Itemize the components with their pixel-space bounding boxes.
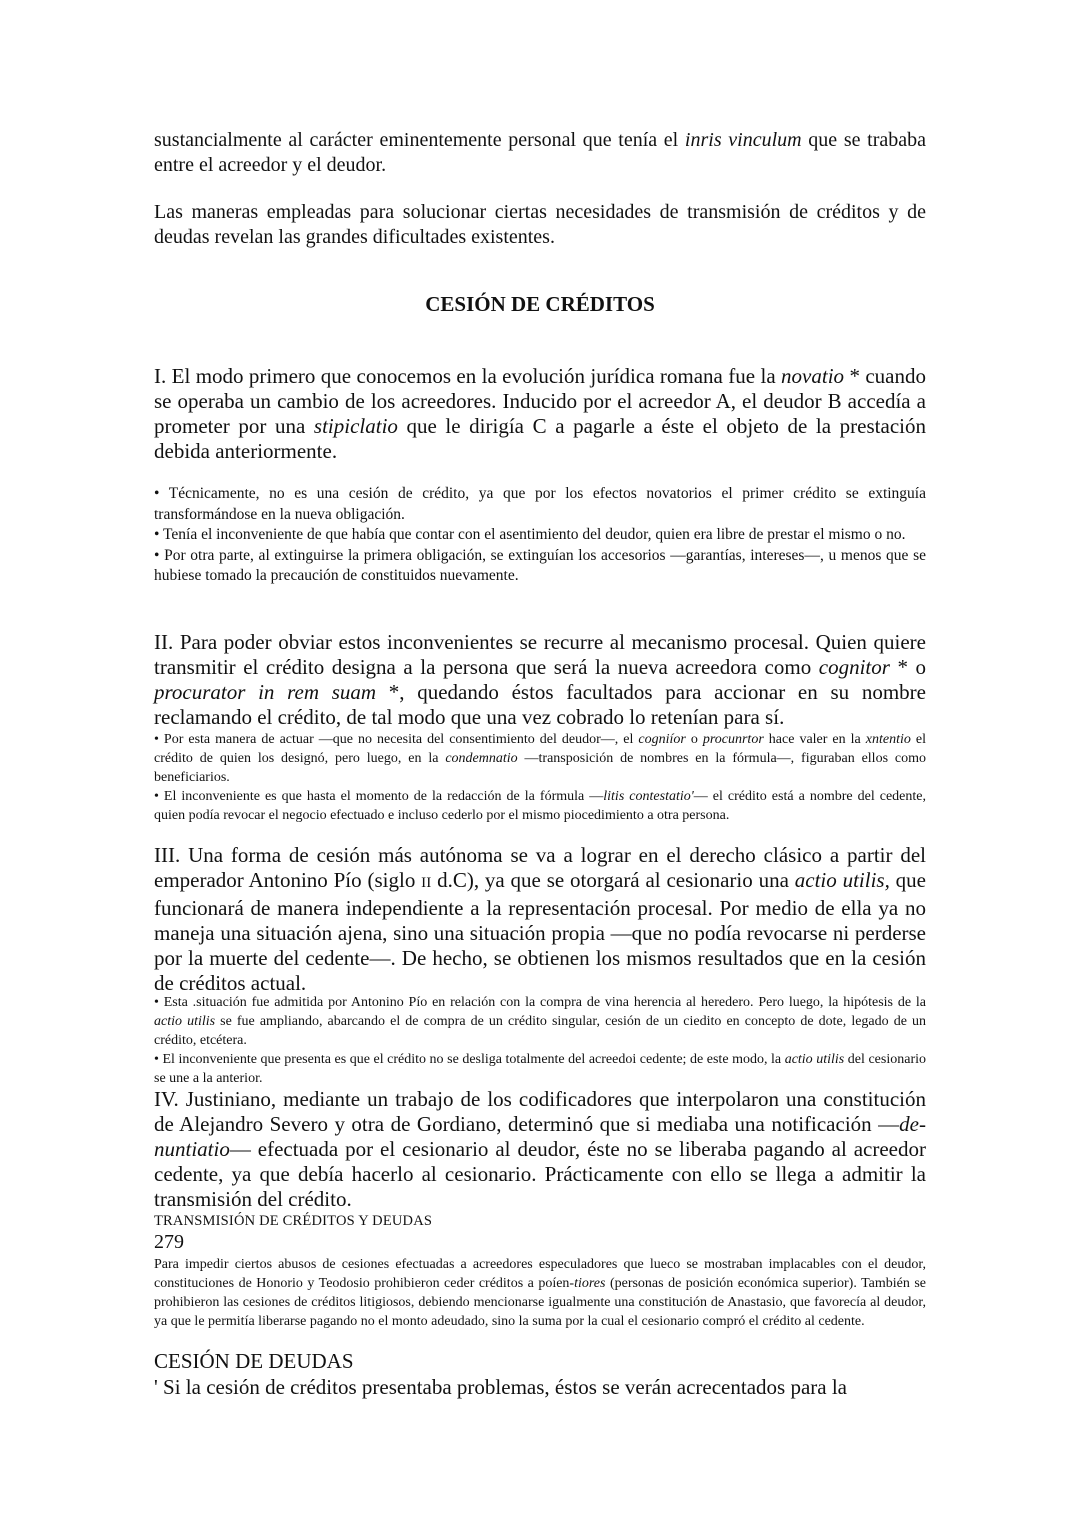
latin-term: actio utilis xyxy=(154,1014,216,1029)
text-run: — efectuada por el cesionario al deudor, éste no se liberaba pagando al acreedor cedente, ya que debía hacerlo al cesionario. Prácticamente con ello se llega a admitir la transmisión del crédito. xyxy=(154,1137,926,1211)
latin-term: actio utilis xyxy=(784,1052,845,1067)
latin-term: tiores xyxy=(574,1276,606,1291)
text-run: que funcionará de manera independiente a la representación procesal. Por medio de ella ya no maneja una situación ajena, sino una situación propia —que no podía revocarse ni perderse por la muerte del cedente—. De hecho, se obtienen los mismos resultados que en la cesión de créditos actual. xyxy=(154,868,927,995)
note-item: • Por otra parte, al extinguirse la primera obligación, se extinguían los accesorios —garantías, intereses—, u menos que se hubiese tomado la precaución de constituidos nuevamente. xyxy=(154,546,926,584)
roman-numeral: II xyxy=(421,875,432,891)
text-run: * o xyxy=(889,655,927,679)
text-run: IV. Justiniano, mediante un trabajo de los codificadores que interpolaron una constitución de Alejandro Severo y otra de Gordiano, determinó que si mediaba una notificación — xyxy=(154,1087,926,1136)
section-2-notes xyxy=(154,730,926,825)
closing-note xyxy=(154,1255,926,1331)
text-run: Para impedir ciertos abusos de cesiones efectuadas a acreedores especuladores que lueco se mostraban implacables con el deudor, constituciones de Honorio y Teodosio prohibieron ceder créditos a poíen- xyxy=(154,1257,926,1291)
final-line: ' Si la cesión de créditos presentaba problemas, éstos se verán acrecentados para la xyxy=(154,1375,847,1399)
text-run: • El inconveniente que presenta es que el crédito no se desliga totalmente del acreedoi cedente; de este modo, la xyxy=(154,1052,785,1067)
intro-paragraph-1 xyxy=(154,128,926,178)
section-3-paragraph xyxy=(154,843,926,996)
text-run: —transposición de nombres en la fórmula—, figuraban ellos como beneficiarios. xyxy=(154,751,927,785)
text-run: d.C), ya que se otorgará al cesionario una xyxy=(431,868,795,892)
latin-term: inris vinculum xyxy=(684,129,802,151)
latin-term: cognitor xyxy=(818,655,890,679)
note-item: • Tenía el inconveniente de que había que contar con el asentimiento del deudor, quien era libre de prestar el mismo o no. xyxy=(154,526,906,543)
note-item: • Técnicamente, no es una cesión de crédito, ya que por los efectos novatorios el primer crédito se extinguía transformándose en la nueva obligación. xyxy=(154,485,926,523)
text-run: que se trababa entre el acreedor y el deudor. xyxy=(154,129,926,176)
section-2-paragraph xyxy=(154,630,926,730)
text-run: • El inconveniente es que hasta el momento de la redacción de la fórmula — xyxy=(154,789,604,804)
section-heading-cesion-deudas: CESIÓN DE DEUDAS xyxy=(154,1349,354,1373)
latin-term: novatio xyxy=(781,364,845,388)
text-run: o xyxy=(685,732,703,747)
page-number: 279 xyxy=(154,1231,184,1253)
section-1-notes xyxy=(154,484,926,587)
running-head: TRANSMISIÓN DE CRÉDITOS Y DEUDAS xyxy=(154,1213,433,1229)
text-run: II. Para poder obviar estos inconvenientes se recurre al mecanismo procesal. Quien quiere transmitir el crédito designa a la persona que será la nueva acreedora como xyxy=(154,630,926,679)
latin-term: condemnatio xyxy=(445,751,518,766)
text-run: hace valer en la xyxy=(763,732,866,747)
text-run: del cesionario se une a la anterior. xyxy=(154,1052,926,1086)
text-run: *, quedando éstos facultados para accionar en su nombre reclamando el crédito, de tal modo que una vez cobrado lo retenían para sí. xyxy=(154,680,926,729)
latin-term: cogniíor xyxy=(638,732,686,747)
text-run: * cuando se operaba un cambio de los acreedores. Inducido por el acreedor A, el deudor B accedía a prometer por una xyxy=(154,364,926,438)
note-item xyxy=(154,993,926,1050)
section-1-paragraph xyxy=(154,364,926,464)
text-run: el crédito de quien los designó, pero luego, en la xyxy=(154,732,926,766)
latin-term: procunrtor xyxy=(702,732,764,747)
latin-term: litis contestatio' xyxy=(603,789,694,804)
text-run: que le dirigía C a pagarle a éste el objeto de la prestación debida anteriormente. xyxy=(154,414,926,463)
text-run: III. Una forma de cesión más autónoma se va a lograr en el derecho clásico a partir del emperador Antonino Pío (siglo xyxy=(154,843,926,892)
latin-term: xntentio xyxy=(865,732,911,747)
note-item xyxy=(154,787,926,825)
section-heading-cesion-creditos: CESIÓN DE CRÉDITOS xyxy=(425,292,655,316)
latin-term: stipiclatio xyxy=(313,414,398,438)
latin-term: actio utilis, xyxy=(794,868,890,892)
intro-paragraph-2: Las maneras empleadas para solucionar ciertas necesidades de transmisión de créditos y de deudas revelan las grandes dificultades existentes. xyxy=(154,201,926,248)
text-run: — el crédito está a nombre del cedente, quien podía revocar el negocio efectuado e incluso cederlo por el mismo piocedimiento a otra persona. xyxy=(154,789,926,823)
note-item xyxy=(154,1050,926,1088)
text-run: (personas de posición económica superior). También se prohibieron las cesiones de créditos litigiosos, debiendo mencionarse igualmente una constitución de Anastasio, que favorecía al deudor, ya que le permitía liberarse pagando no el monto adeudado, sino la suma por la cual el cesionario compró el crédito al cedente. xyxy=(154,1276,926,1329)
text-run: sustancialmente al carácter eminentemente personal que tenía el xyxy=(154,129,685,151)
text-run: • Esta .situación fue admitida por Antonino Pío en relación con la compra de vina herencia al heredero. Pero luego, la hipótesis de la xyxy=(154,995,926,1010)
section-4-paragraph xyxy=(154,1087,926,1212)
text-run: • Por esta manera de actuar —que no necesita del consentimiento del deudor—, el xyxy=(154,732,639,747)
latin-term: de-nuntiatio xyxy=(154,1112,926,1161)
text-run: I. El modo primero que conocemos en la evolución jurídica romana fue la xyxy=(154,364,782,388)
latin-term: procurator in rem suam xyxy=(154,680,377,704)
text-run: se fue ampliando, abarcando el de compra de un crédito singular, cesión de un ciedito en concepto de dote, legado de un crédito, etcétera. xyxy=(154,1014,926,1048)
section-3-notes xyxy=(154,993,926,1088)
note-item xyxy=(154,730,926,787)
